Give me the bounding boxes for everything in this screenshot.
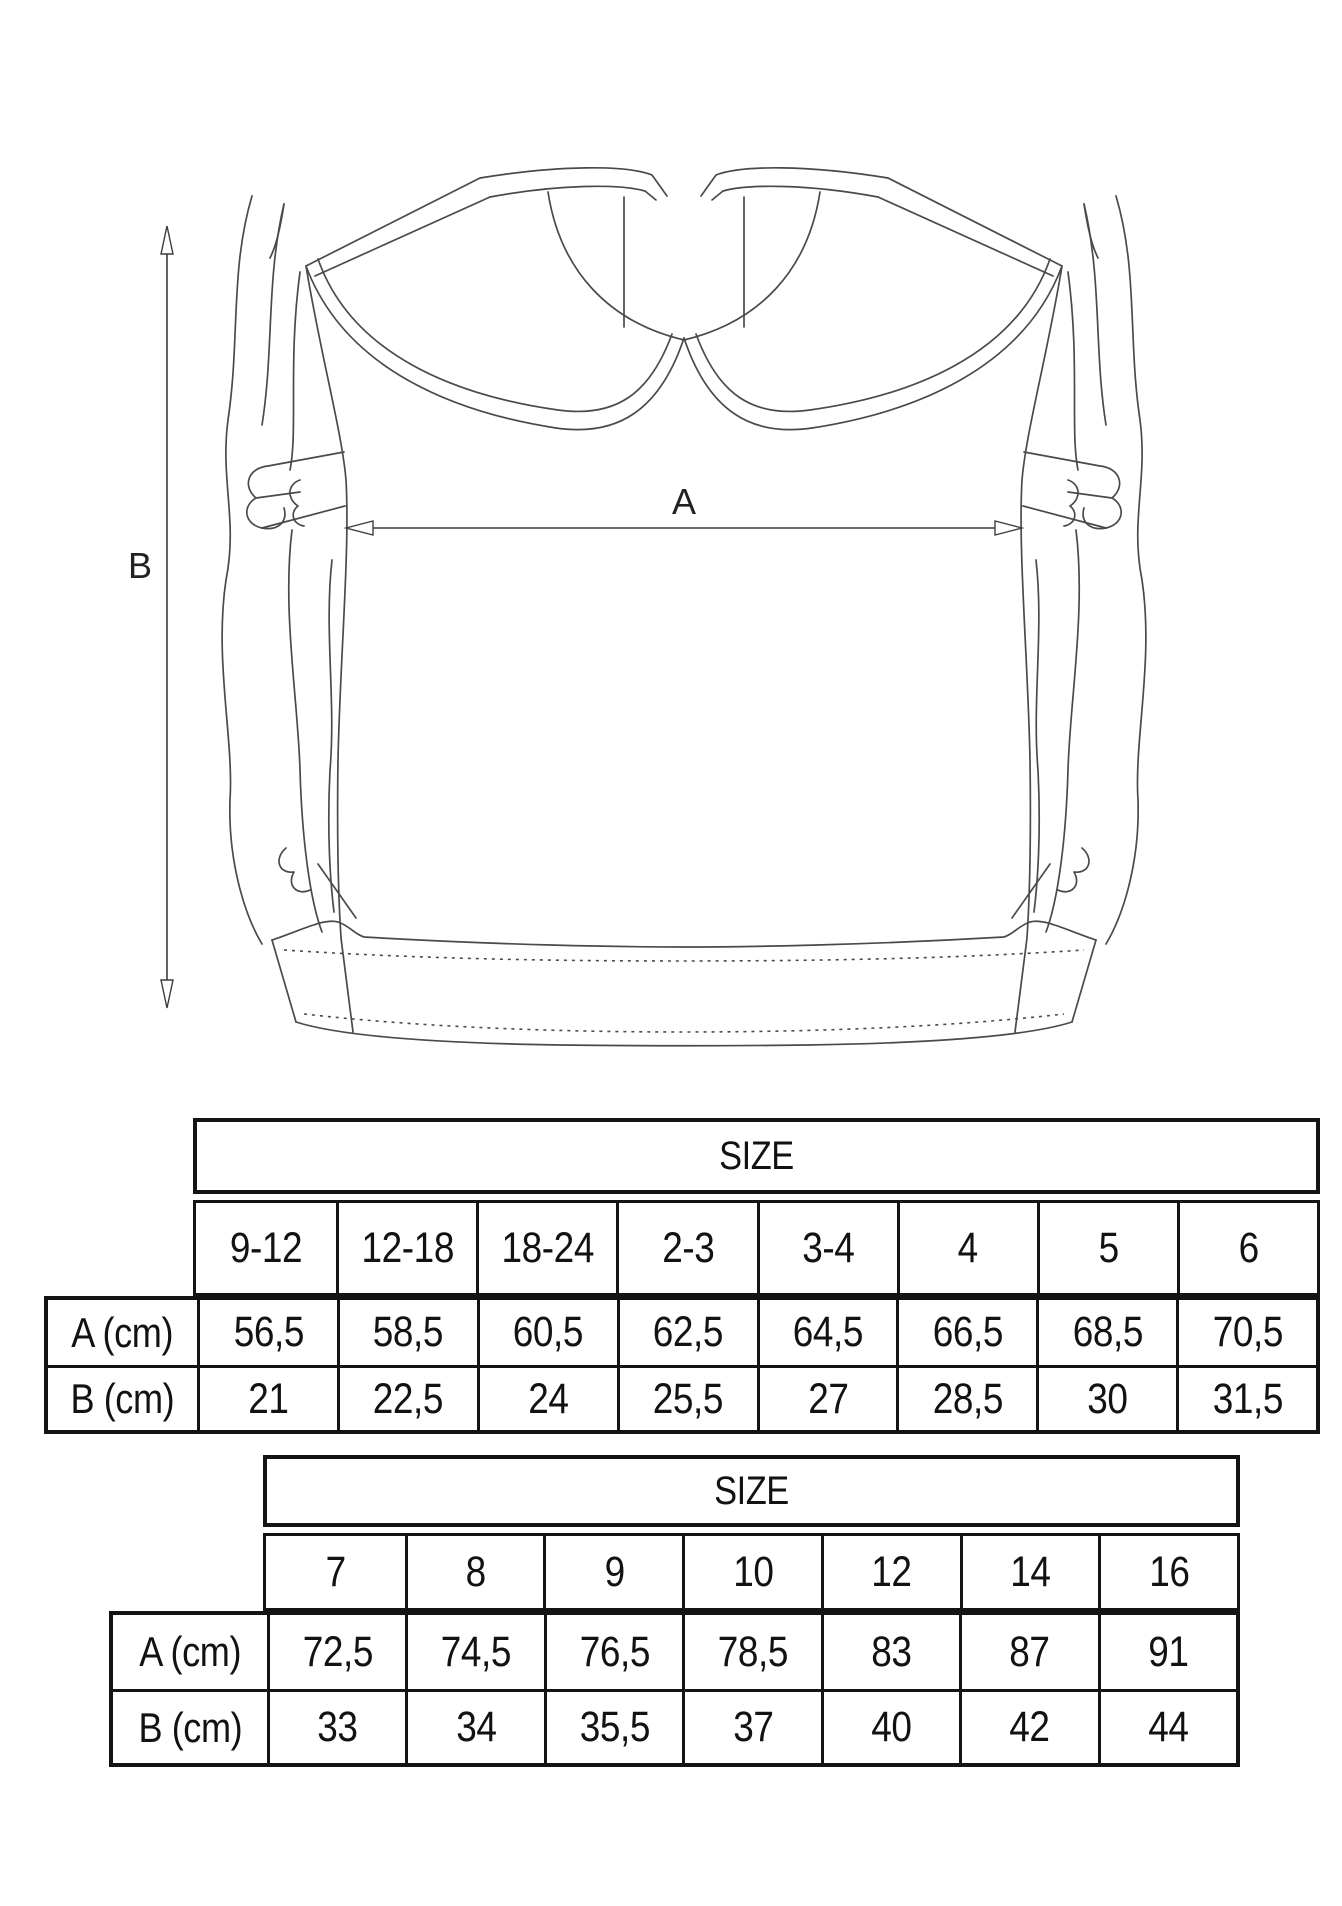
measurement-value: 30: [1036, 1365, 1176, 1430]
measurement-value: 24: [477, 1365, 617, 1430]
measurement-value: 72,5: [267, 1615, 405, 1689]
label-b: B: [127, 545, 153, 586]
size-col-header: 8: [405, 1536, 544, 1608]
size-col-header: 14: [960, 1536, 1099, 1608]
dimension-line-b: [128, 226, 173, 1008]
arrowhead-left-icon: [346, 521, 373, 535]
measurement-value: 28,5: [896, 1365, 1036, 1430]
measurement-value: 68,5: [1036, 1300, 1176, 1365]
measurement-value: 31,5: [1176, 1365, 1316, 1430]
dimension-line-a: [346, 481, 1022, 535]
size-col-header: 5: [1037, 1203, 1177, 1293]
size-chart-2-title: SIZE: [714, 1468, 789, 1513]
measurement-value: 83: [821, 1615, 959, 1689]
size-chart-1-header: [193, 1118, 1320, 1194]
size-col-header: 3-4: [757, 1203, 897, 1293]
size-col-header: 18-24: [476, 1203, 616, 1293]
size-col-header: 9-12: [229, 1223, 303, 1272]
measurement-value: 62,5: [617, 1300, 757, 1365]
arrowhead-right-icon: [995, 521, 1022, 535]
size-chart-2-size-row: [263, 1533, 1240, 1611]
size-col-header: 4: [897, 1203, 1037, 1293]
size-col-header: 9: [543, 1536, 682, 1608]
measurement-value: 33: [267, 1689, 405, 1763]
hem-stitch-lines: [284, 950, 1084, 1032]
garment-left-half: [222, 168, 684, 1032]
measurement-value: 64,5: [757, 1300, 897, 1365]
label-a: A: [671, 481, 697, 522]
size-chart-1-values: [44, 1296, 1320, 1434]
measurement-value: 27: [757, 1365, 897, 1430]
measurement-value: 87: [959, 1615, 1097, 1689]
measurement-value: 40: [821, 1689, 959, 1763]
size-chart-2-header: [263, 1455, 1240, 1527]
size-chart-2-values: [109, 1611, 1240, 1767]
size-col-header: 10: [682, 1536, 821, 1608]
measurement-value: 70,5: [1176, 1300, 1316, 1365]
size-chart-2: [109, 1455, 1240, 1767]
row-label-a: A (cm): [139, 1628, 241, 1675]
measurement-value: 35,5: [544, 1689, 682, 1763]
measurement-value: 44: [1098, 1689, 1236, 1763]
measurement-value: 74,5: [405, 1615, 543, 1689]
measurement-value: 37: [682, 1689, 820, 1763]
measurement-value: 56,5: [197, 1300, 337, 1365]
size-col-header: 12: [821, 1536, 960, 1608]
measurement-value: 21: [197, 1365, 337, 1430]
hem-band: [272, 921, 1096, 1046]
measurement-value: 34: [405, 1689, 543, 1763]
size-col-header: 7: [325, 1547, 346, 1596]
arrowhead-up-icon: [161, 226, 173, 254]
measurement-value: 91: [1098, 1615, 1236, 1689]
size-col-header: 6: [1177, 1203, 1317, 1293]
size-chart-1-title: SIZE: [719, 1133, 794, 1178]
size-chart-1: [44, 1118, 1320, 1434]
size-col-header: 16: [1098, 1536, 1237, 1608]
measurement-value: 76,5: [544, 1615, 682, 1689]
measurement-value: 25,5: [617, 1365, 757, 1430]
measurement-value: 22,5: [337, 1365, 477, 1430]
arrowhead-down-icon: [161, 980, 173, 1008]
size-col-header: 2-3: [616, 1203, 756, 1293]
size-chart-1-size-row: [193, 1200, 1320, 1296]
row-label-b: B (cm): [113, 1689, 267, 1763]
measurement-value: 42: [959, 1689, 1097, 1763]
row-label-a: A (cm): [71, 1308, 174, 1356]
measurement-value: 66,5: [896, 1300, 1036, 1365]
measurement-value: 60,5: [477, 1300, 617, 1365]
row-label-b: B (cm): [48, 1365, 197, 1430]
measurement-value: 58,5: [337, 1300, 477, 1365]
measurement-value: 78,5: [682, 1615, 820, 1689]
size-col-header: 12-18: [336, 1203, 476, 1293]
